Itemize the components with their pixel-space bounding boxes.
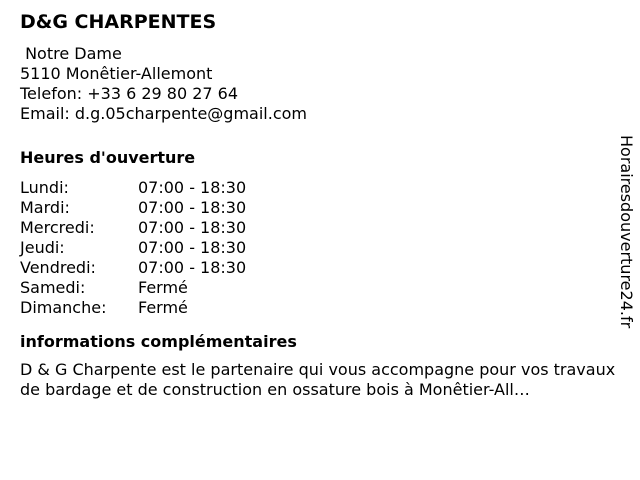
business-name: D&G CHARPENTES — [20, 11, 217, 33]
info-description: D & G Charpente est le partenaire qui vous accompagne pour vos travaux de bardage et de construction en ossature bois à Monêtier-All… — [20, 360, 616, 399]
site-watermark: Horairesdouverture24.fr — [617, 135, 636, 329]
city-address: 5110 Monêtier-Allemont — [20, 64, 213, 83]
hours-day-label: Lundi: — [20, 178, 69, 197]
hours-day-label: Vendredi: — [20, 258, 96, 277]
hours-time-value: 07:00 - 18:30 — [138, 258, 247, 277]
hours-row-tuesday — [20, 198, 626, 218]
hours-row-monday — [20, 178, 626, 198]
email-address: Email: d.g.05charpente@gmail.com — [20, 104, 307, 123]
hours-day-label: Jeudi: — [20, 238, 65, 257]
hours-row-saturday — [20, 278, 626, 298]
hours-row-sunday — [20, 298, 626, 318]
hours-time-value: Fermé — [138, 278, 188, 297]
hours-row-thursday — [20, 238, 626, 258]
hours-heading: Heures d'ouverture — [20, 148, 196, 167]
phone-number: Telefon: +33 6 29 80 27 64 — [20, 84, 239, 103]
hours-time-value: Fermé — [138, 298, 188, 317]
hours-time-value: 07:00 - 18:30 — [138, 198, 247, 217]
hours-time-value: 07:00 - 18:30 — [138, 178, 247, 197]
hours-day-label: Mercredi: — [20, 218, 95, 237]
hours-day-label: Dimanche: — [20, 298, 107, 317]
hours-time-value: 07:00 - 18:30 — [138, 238, 247, 257]
opening-hours-table — [20, 178, 626, 318]
info-heading: informations complémentaires — [20, 332, 297, 351]
hours-row-friday — [20, 258, 626, 278]
business-card — [20, 10, 626, 400]
street-address: Notre Dame — [20, 44, 122, 63]
hours-day-label: Mardi: — [20, 198, 70, 217]
hours-day-label: Samedi: — [20, 278, 86, 297]
hours-row-wednesday — [20, 218, 626, 238]
hours-time-value: 07:00 - 18:30 — [138, 218, 247, 237]
address-block — [20, 44, 626, 124]
